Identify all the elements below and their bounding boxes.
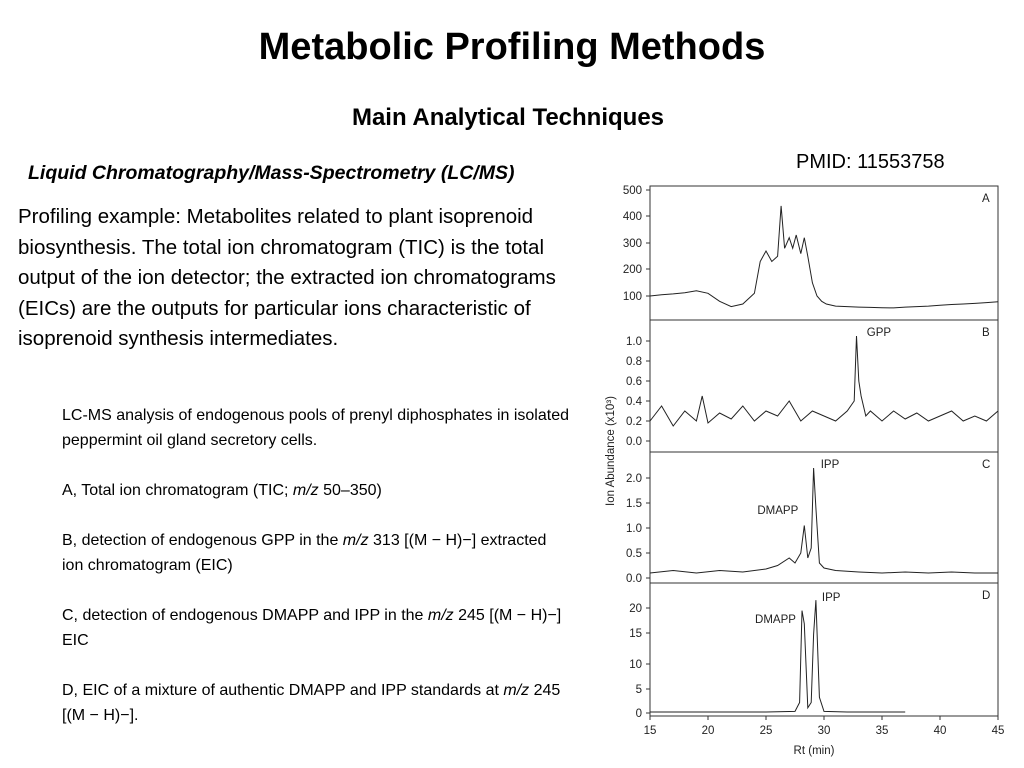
x-tick-label: 40: [933, 725, 947, 737]
panel-frame-a: [650, 186, 998, 320]
y-tick-label: 300: [622, 238, 642, 250]
x-tick-label: 30: [817, 725, 831, 737]
x-tick-label: 45: [991, 725, 1005, 737]
x-tick-label: 15: [643, 725, 657, 737]
panel-label: A: [982, 193, 990, 205]
y-tick-label: 0.0: [626, 436, 642, 448]
panel-label: B: [982, 327, 990, 339]
panel-label: D: [982, 590, 991, 602]
y-tick-label: 1.0: [626, 523, 642, 535]
y-tick-label: 200: [622, 264, 642, 276]
caption-a: A, Total ion chromatogram (TIC; m/z 50–350): [62, 482, 382, 499]
panel-label: C: [982, 459, 991, 471]
y-tick-label: 0.6: [626, 376, 642, 388]
section-heading: Liquid Chromatography/Mass-Spectrometry (LC/MS): [28, 162, 515, 184]
y-tick-label: 1.0: [626, 336, 642, 348]
peak-label: IPP: [821, 592, 841, 604]
body-text: Profiling example: Metabolites related to plant isoprenoid biosynthesis. The total ion chromatogram (TIC) is the total output of the ion detector; the extracted ion chromatograms (EICs) are the outputs for particular ions characteristic of isoprenoid synthesis intermediates.: [18, 205, 556, 350]
y-tick-label: 5: [635, 684, 642, 696]
caption-b: B, detection of endogenous GPP in the m/z 313 [(M − H)−] extracted ion chromatogram (EIC): [62, 532, 547, 574]
y-tick-label: 100: [622, 291, 642, 303]
y-tick-label: 2.0: [626, 473, 642, 485]
x-tick-label: 25: [759, 725, 773, 737]
y-tick-label: 10: [629, 659, 642, 671]
y-tick-label: 0.2: [626, 416, 642, 428]
panel-frame-b: [650, 320, 998, 452]
peak-label: DMAPP: [755, 614, 796, 626]
pmid-reference: PMID: 11553758: [796, 151, 945, 173]
chromatogram-figure: [594, 178, 1014, 758]
y-tick-label: 1.5: [626, 498, 642, 510]
x-tick-label: 20: [701, 725, 715, 737]
trace-line-b: [650, 336, 998, 426]
y-tick-label: 0: [635, 708, 642, 720]
y-tick-label: 0.0: [626, 573, 642, 585]
trace-line-c: [650, 468, 998, 573]
x-tick-label: 35: [875, 725, 889, 737]
chromatogram-svg: [594, 178, 1014, 758]
caption-c: C, detection of endogenous DMAPP and IPP in the m/z 245 [(M − H)−] EIC: [62, 607, 562, 649]
peak-label: IPP: [820, 459, 840, 471]
y-tick-label: 500: [622, 185, 642, 197]
caption-d: D, EIC of a mixture of authentic DMAPP and IPP standards at m/z 245 [(M − H)−].: [62, 682, 561, 724]
peak-label: GPP: [866, 327, 892, 339]
y-tick-label: 0.8: [626, 356, 642, 368]
caption-intro: LC-MS analysis of endogenous pools of prenyl diphosphates in isolated peppermint oil gland secretory cells.: [62, 407, 569, 449]
y-tick-label: 15: [629, 628, 642, 640]
panel-frame-c: [650, 452, 998, 583]
y-tick-label: 0.5: [626, 548, 642, 560]
y-axis-label: Ion Abundance (x10³): [605, 396, 617, 506]
figure-caption: [62, 403, 572, 728]
slide-subtitle: Main Analytical Techniques: [351, 104, 665, 131]
peak-label: DMAPP: [757, 505, 799, 517]
slide-title: Metabolic Profiling Methods: [258, 26, 766, 68]
y-tick-label: 0.4: [626, 396, 642, 408]
x-axis-label: Rt (min): [793, 745, 835, 757]
trace-line-a: [650, 206, 998, 308]
y-tick-label: 20: [629, 603, 642, 615]
y-tick-label: 400: [622, 211, 642, 223]
